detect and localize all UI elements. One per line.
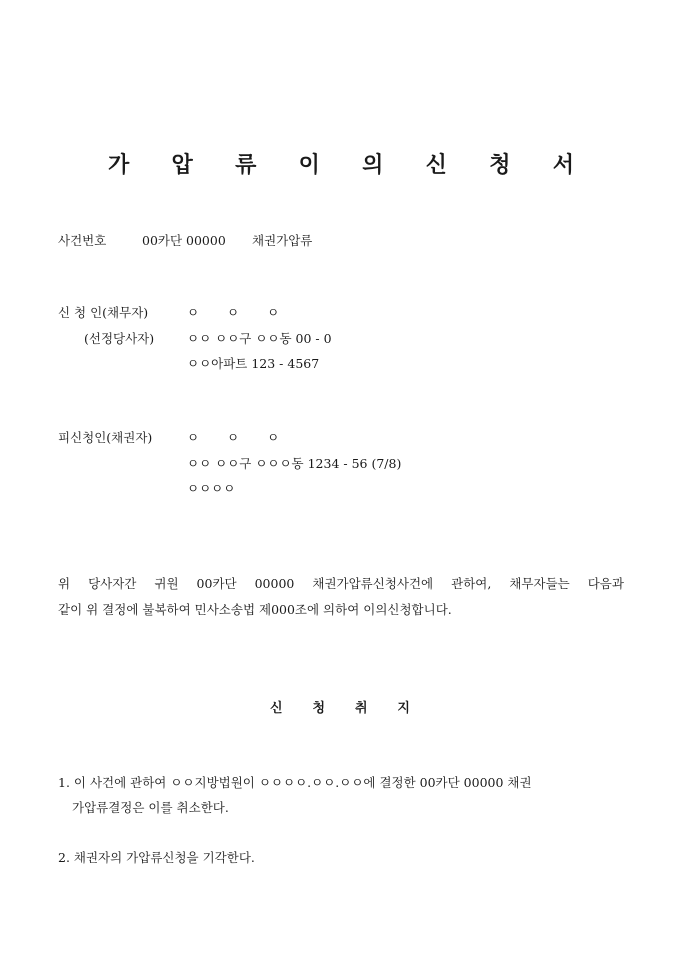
- case-number: 00카단 00000: [142, 233, 226, 248]
- applicant-label: 신 청 인(채무자): [58, 305, 149, 320]
- respondent-address-line2: ㅇㅇㅇㅇ: [187, 481, 236, 496]
- title-char: 가: [108, 152, 130, 178]
- title-char: 이: [298, 152, 320, 178]
- body-word: 다음과: [587, 576, 624, 591]
- case-name: 채권가압류: [252, 233, 313, 248]
- body-word: 00카단: [196, 576, 237, 591]
- applicant-address-line2: ㅇㅇ아파트 123 - 4567: [187, 356, 320, 371]
- body-paragraph: [58, 571, 624, 623]
- purpose-item-1-line1: 1. 이 사건에 관하여 ㅇㅇ지방법원이 ㅇㅇㅇㅇ.ㅇㅇ.ㅇㅇ에 결정한 00카단 00000 채권: [58, 775, 532, 790]
- purpose-title-char: 청: [312, 701, 326, 716]
- body-word: 채권가압류신청사건에: [312, 576, 434, 591]
- body-word: 관하여,: [451, 576, 492, 591]
- respondent-name: ㅇ ㅇ ㅇ: [187, 430, 280, 445]
- title-char: 청: [489, 152, 511, 178]
- body-line-1: [58, 571, 624, 597]
- body-word: 위: [58, 576, 71, 591]
- purpose-item-1-line2: 가압류결정은 이를 취소한다.: [72, 800, 229, 815]
- document-title: [108, 148, 574, 179]
- body-line-2: 같이 위 결정에 불복하여 민사소송법 제000조에 의하여 이의신청합니다.: [58, 602, 452, 617]
- purpose-item-2: 2. 채권자의 가압류신청을 기각한다.: [58, 850, 255, 865]
- body-word: 채무자들는: [509, 576, 570, 591]
- body-word: 00000: [254, 576, 295, 591]
- title-char: 신: [425, 152, 447, 178]
- body-word: 당사자간: [88, 576, 137, 591]
- purpose-title-char: 신: [270, 701, 283, 716]
- title-char: 서: [552, 152, 574, 178]
- applicant-name: ㅇ ㅇ ㅇ: [187, 305, 280, 320]
- applicant-sub-label: (선정당사자): [84, 331, 155, 346]
- case-info-row: [58, 231, 313, 249]
- title-char: 류: [235, 152, 257, 178]
- body-word: 귀원: [154, 576, 179, 591]
- purpose-title-char: 지: [397, 701, 410, 716]
- applicant-address-line1: ㅇㅇ ㅇㅇ구 ㅇㅇ동 00 - 0: [187, 331, 332, 346]
- case-label: 사건번호: [58, 233, 107, 248]
- title-char: 의: [362, 152, 384, 178]
- title-char: 압: [171, 152, 193, 178]
- respondent-label: 피신청인(채권자): [58, 430, 153, 445]
- purpose-title: [270, 697, 410, 716]
- respondent-address-line1: ㅇㅇ ㅇㅇ구 ㅇㅇㅇ동 1234 - 56 (7/8): [187, 456, 402, 471]
- purpose-title-char: 취: [354, 701, 368, 716]
